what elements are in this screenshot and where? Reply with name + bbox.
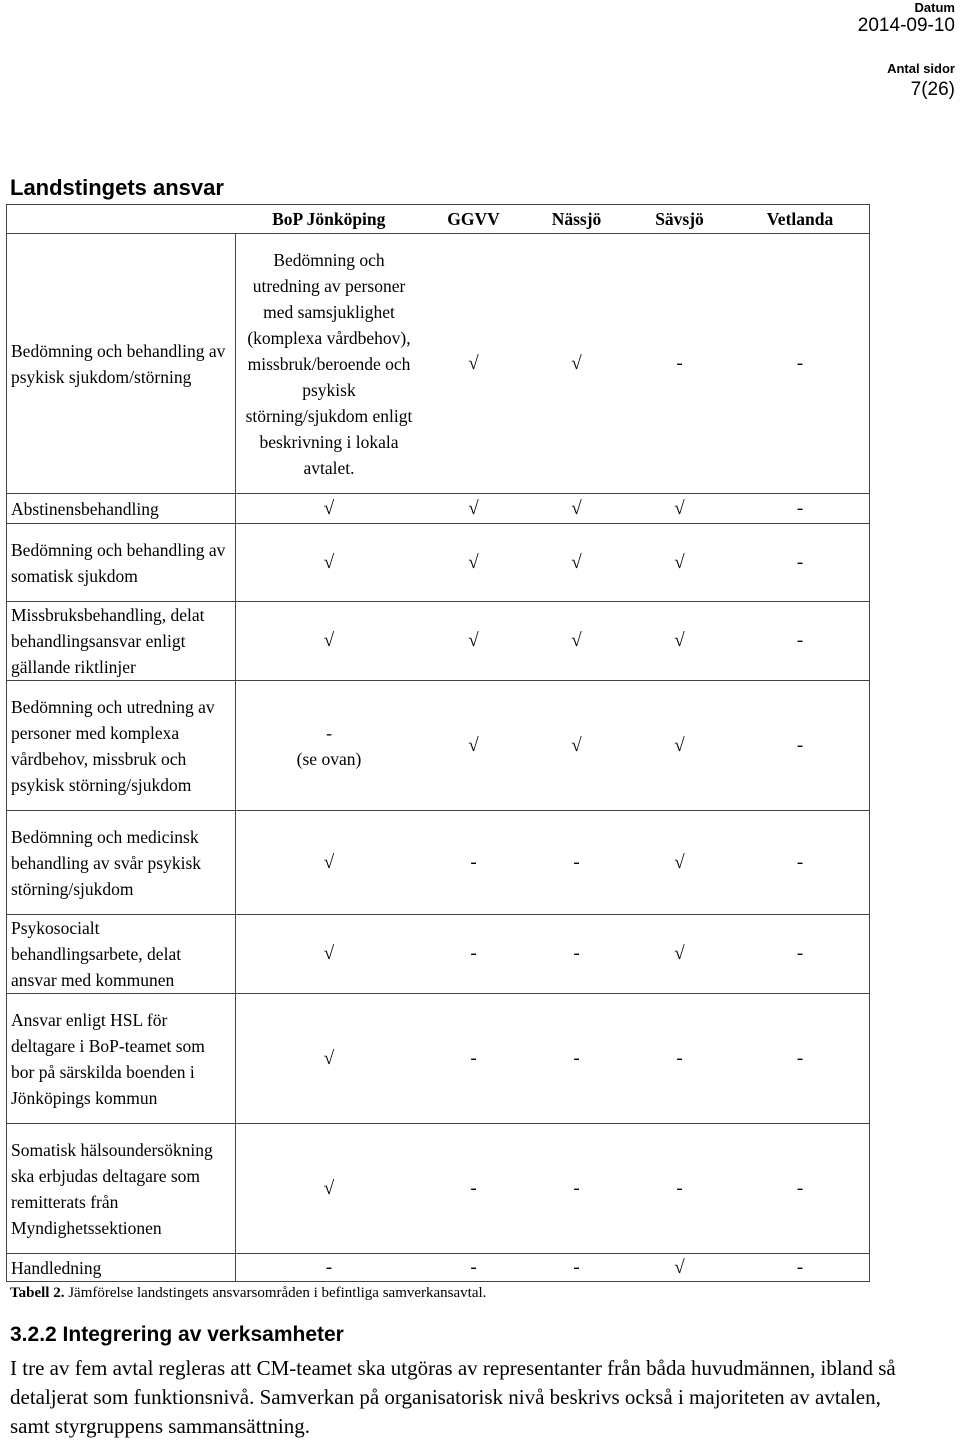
- table-cell: √: [628, 681, 731, 811]
- table-cell: [236, 681, 423, 811]
- table-cell: √: [422, 494, 525, 524]
- table-row: [7, 1124, 870, 1254]
- cell-line: -: [326, 722, 332, 743]
- table-row: [7, 1254, 870, 1282]
- table-row: [7, 681, 870, 811]
- table-cell: -: [731, 494, 870, 524]
- date-label: Datum: [914, 0, 955, 15]
- table-cell: √: [628, 494, 731, 524]
- table-cell: -: [731, 1254, 870, 1282]
- table-row: [7, 915, 870, 994]
- table-cell: -: [731, 602, 870, 681]
- table-cell: -: [236, 1254, 423, 1282]
- table-cell: √: [236, 602, 423, 681]
- row-label: Bedömning och behandling av somatisk sjukdom: [7, 524, 236, 602]
- body-paragraph: I tre av fem avtal regleras att CM-teamet ska utgöras av representanter från båda huvudmännen, ibland så detaljerat som funktionsnivå. Samverkan på organisatorisk nivå beskrivs också i majoriteten av avtalen, samt styrgruppens sammansättning.: [10, 1356, 896, 1438]
- header-cell-vetlanda: Vetlanda: [731, 205, 870, 234]
- table-cell: -: [525, 994, 628, 1124]
- table-cell: -: [731, 1124, 870, 1254]
- table-header-row: [7, 205, 870, 234]
- table-cell: √: [525, 681, 628, 811]
- table-cell: -: [731, 524, 870, 602]
- row-label: Handledning: [7, 1254, 236, 1282]
- table-cell: √: [422, 234, 525, 494]
- caption-label: Tabell 2.: [10, 1285, 65, 1301]
- table-cell: √: [628, 915, 731, 994]
- table-cell: Bedömning och utredning av personer med samsjuklighet (komplexa vårdbehov), missbruk/beroende och psykisk störning/sjukdom enligt beskrivning i lokala avtalet.: [236, 234, 423, 494]
- row-label: Bedömning och utredning av personer med komplexa vårdbehov, missbruk och psykisk störning/sjukdom: [7, 681, 236, 811]
- table-cell: -: [422, 1124, 525, 1254]
- table-cell: -: [422, 1254, 525, 1282]
- row-label: Bedömning och behandling av psykisk sjukdom/störning: [7, 234, 236, 494]
- table-row: [7, 994, 870, 1124]
- row-label: Ansvar enligt HSL för deltagare i BoP-teamet som bor på särskilda boenden i Jönköpings kommun: [7, 994, 236, 1124]
- header-cell-savsjo: Sävsjö: [628, 205, 731, 234]
- table-cell: √: [628, 1254, 731, 1282]
- table-cell: √: [236, 1124, 423, 1254]
- table-cell: √: [628, 524, 731, 602]
- table-cell: √: [422, 524, 525, 602]
- row-label: Bedömning och medicinsk behandling av svår psykisk störning/sjukdom: [7, 811, 236, 915]
- page-count-value: 7(26): [910, 79, 955, 100]
- header-cell-empty: [7, 205, 236, 234]
- table-cell: -: [628, 1124, 731, 1254]
- table-cell: √: [236, 915, 423, 994]
- table-cell: -: [628, 994, 731, 1124]
- table-cell: -: [731, 234, 870, 494]
- table-cell: -: [525, 811, 628, 915]
- row-label: Missbruksbehandling, delat behandlingsansvar enligt gällande riktlinjer: [7, 602, 236, 681]
- table-cell: √: [422, 602, 525, 681]
- row-label: Somatisk hälsoundersökning ska erbjudas deltagare som remitterats från Myndighetssektionen: [7, 1124, 236, 1254]
- page-count-label: Antal sidor: [887, 61, 955, 76]
- header-cell-bop-jonkoping: BoP Jönköping: [236, 205, 423, 234]
- table-cell: -: [422, 915, 525, 994]
- table-cell: -: [422, 994, 525, 1124]
- subsection-heading: 3.2.2 Integrering av verksamheter: [10, 1323, 344, 1346]
- cell-line: (se ovan): [296, 748, 362, 769]
- table-cell: -: [525, 915, 628, 994]
- section-title: Landstingets ansvar: [10, 175, 224, 200]
- caption-text: Jämförelse landstingets ansvarsområden i befintliga samverkansavtal.: [64, 1285, 487, 1301]
- table-row: [7, 524, 870, 602]
- table-cell: -: [422, 811, 525, 915]
- table-row: [7, 811, 870, 915]
- table-cell: √: [525, 524, 628, 602]
- table-cell: √: [628, 811, 731, 915]
- table-cell: -: [628, 234, 731, 494]
- table-row: [7, 494, 870, 524]
- table-caption: [10, 1285, 486, 1302]
- table-cell: √: [236, 524, 423, 602]
- row-label: Psykosocialt behandlingsarbete, delat ansvar med kommunen: [7, 915, 236, 994]
- table-cell: -: [731, 811, 870, 915]
- date-value: 2014-09-10: [857, 15, 955, 36]
- table-row: [7, 234, 870, 494]
- table-cell: -: [731, 994, 870, 1124]
- table-cell: √: [628, 602, 731, 681]
- table-row: [7, 602, 870, 681]
- table-cell: √: [525, 494, 628, 524]
- table-cell: √: [525, 234, 628, 494]
- table-cell: -: [525, 1124, 628, 1254]
- table-cell: -: [731, 915, 870, 994]
- table-cell: √: [236, 994, 423, 1124]
- header-cell-nassjo: Nässjö: [525, 205, 628, 234]
- table-cell: √: [236, 494, 423, 524]
- row-label: Abstinensbehandling: [7, 494, 236, 524]
- table-cell: -: [731, 681, 870, 811]
- table-cell: √: [236, 811, 423, 915]
- table-cell: √: [422, 681, 525, 811]
- table-cell: -: [525, 1254, 628, 1282]
- header-cell-ggvv: GGVV: [422, 205, 525, 234]
- table-cell: √: [525, 602, 628, 681]
- responsibility-table: [6, 204, 870, 1282]
